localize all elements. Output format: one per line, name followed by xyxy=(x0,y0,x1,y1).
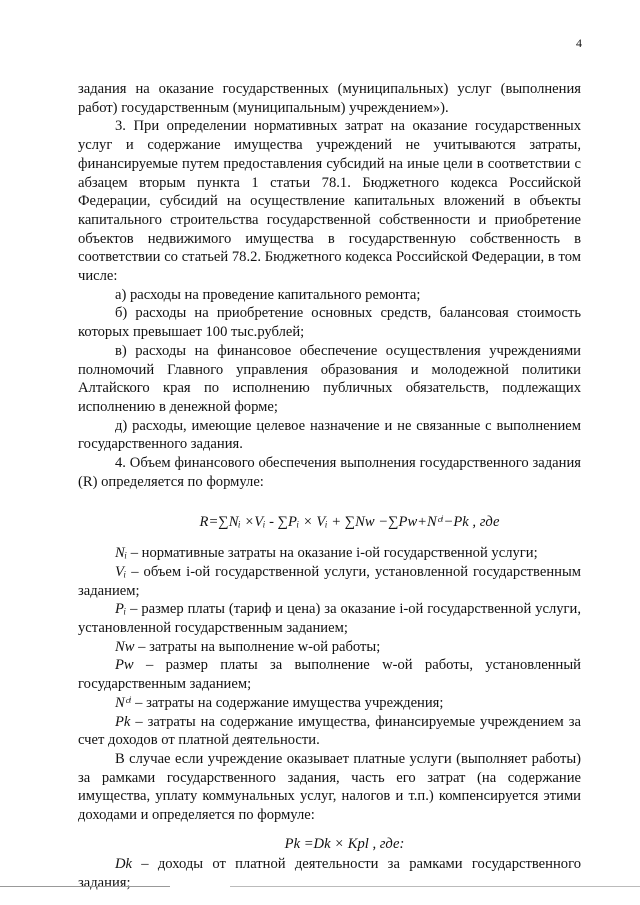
paragraph-paid-services: В случае если учреждение оказывает платные услуги (выполняет работы) за рамками государственного задания, часть его затрат (на содержание имущества, уплату коммунальных услуг, налогов и т.п.) компенсируется этими доходами и определяется по формуле: xyxy=(78,750,581,824)
paragraph-3: 3. При определении нормативных затрат на оказание государственных услуг и содержание имущества учреждений не учитываются затраты, финансируемые путем предоставления субсидий на иные цели в соответствии с абзацем вторым пункта 1 статьи 78.1. Бюджетного кодекса Российской Федерации, субсидий на осуществление капитальных вложений в объекты капитального строительства государственной собственности и приобретение объектов недвижимого имущества в государственную собственность в соответствии со статьей 78.2. Бюджетного кодекса Российской Федерации, в том числе: xyxy=(78,118,581,285)
symbol: Nw xyxy=(115,638,135,655)
symbol: Pk xyxy=(115,713,131,730)
definition-dk xyxy=(78,855,581,892)
definition-text: – размер платы (тариф и цена) за оказание i-ой государственной услуги, установленной государственным заданием; xyxy=(78,601,581,636)
definition-text: – затраты на содержание имущества, финансируемые учреждением за счет доходов от платной деятельности. xyxy=(78,713,581,749)
document-body xyxy=(78,80,581,893)
definition-text: – объем i-ой государственной услуги, установленной государственным заданием; xyxy=(78,563,581,599)
page-number: 4 xyxy=(576,36,582,50)
definition-text: – доходы от платной деятельности за рамками государственного задания; xyxy=(78,856,581,892)
definition-ni xyxy=(78,544,581,563)
symbol: Nᵢ xyxy=(115,545,128,562)
paragraph-continuation: задания на оказание государственных (муниципальных) услуг (выполнения работ) государственным (муниципальным) учреждением»). xyxy=(78,81,581,116)
definition-pi xyxy=(78,600,581,637)
formula-main: R=∑Nᵢ ×Vᵢ - ∑Pᵢ × Vᵢ + ∑Nw −∑Pw+Nᶜⁱ−Pk , где xyxy=(199,514,500,531)
definition-text: – нормативные затраты на оказание i-ой государственной услуги; xyxy=(127,545,538,562)
formula-pk: Pk =Dk × Kpl , где: xyxy=(284,835,405,852)
definition-text: – затраты на содержание имущества учреждения; xyxy=(131,694,444,711)
symbol: Nᶜⁱ xyxy=(115,694,132,711)
symbol: Pw xyxy=(115,657,134,674)
definition-vi xyxy=(78,563,581,600)
symbol: Vᵢ xyxy=(115,563,127,580)
symbol: Dk xyxy=(115,856,133,873)
definition-text: – размер платы за выполнение w-ой работы, установленный государственным заданием; xyxy=(78,657,581,693)
definition-nw xyxy=(78,638,581,657)
list-item-v: в) расходы на финансовое обеспечение осуществления учреждениями полномочий Главного управления образования и молодежной политики Алтайского края по исполнению публичных обязательств, подлежащих исполнению в денежной форме; xyxy=(78,342,581,415)
definition-text: – затраты на выполнение w-ой работы; xyxy=(134,638,381,655)
list-item-d: д) расходы, имеющие целевое назначение и не связанные с выполнением государственного задания. xyxy=(78,417,581,453)
definition-pw xyxy=(78,656,581,693)
paragraph-4: 4. Объем финансового обеспечения выполнения государственного задания (R) определяется по формуле: xyxy=(78,455,581,490)
list-item-a: а) расходы на проведение капитального ремонта; xyxy=(115,286,421,303)
definition-pk xyxy=(78,713,581,750)
scan-edge-line xyxy=(230,886,640,887)
definition-nci xyxy=(78,694,581,713)
symbol: Pᵢ xyxy=(115,601,127,618)
scan-edge-line xyxy=(0,886,170,887)
list-item-b: б) расходы на приобретение основных средств, балансовая стоимость которых превышает 100 тыс.рублей; xyxy=(78,305,581,341)
